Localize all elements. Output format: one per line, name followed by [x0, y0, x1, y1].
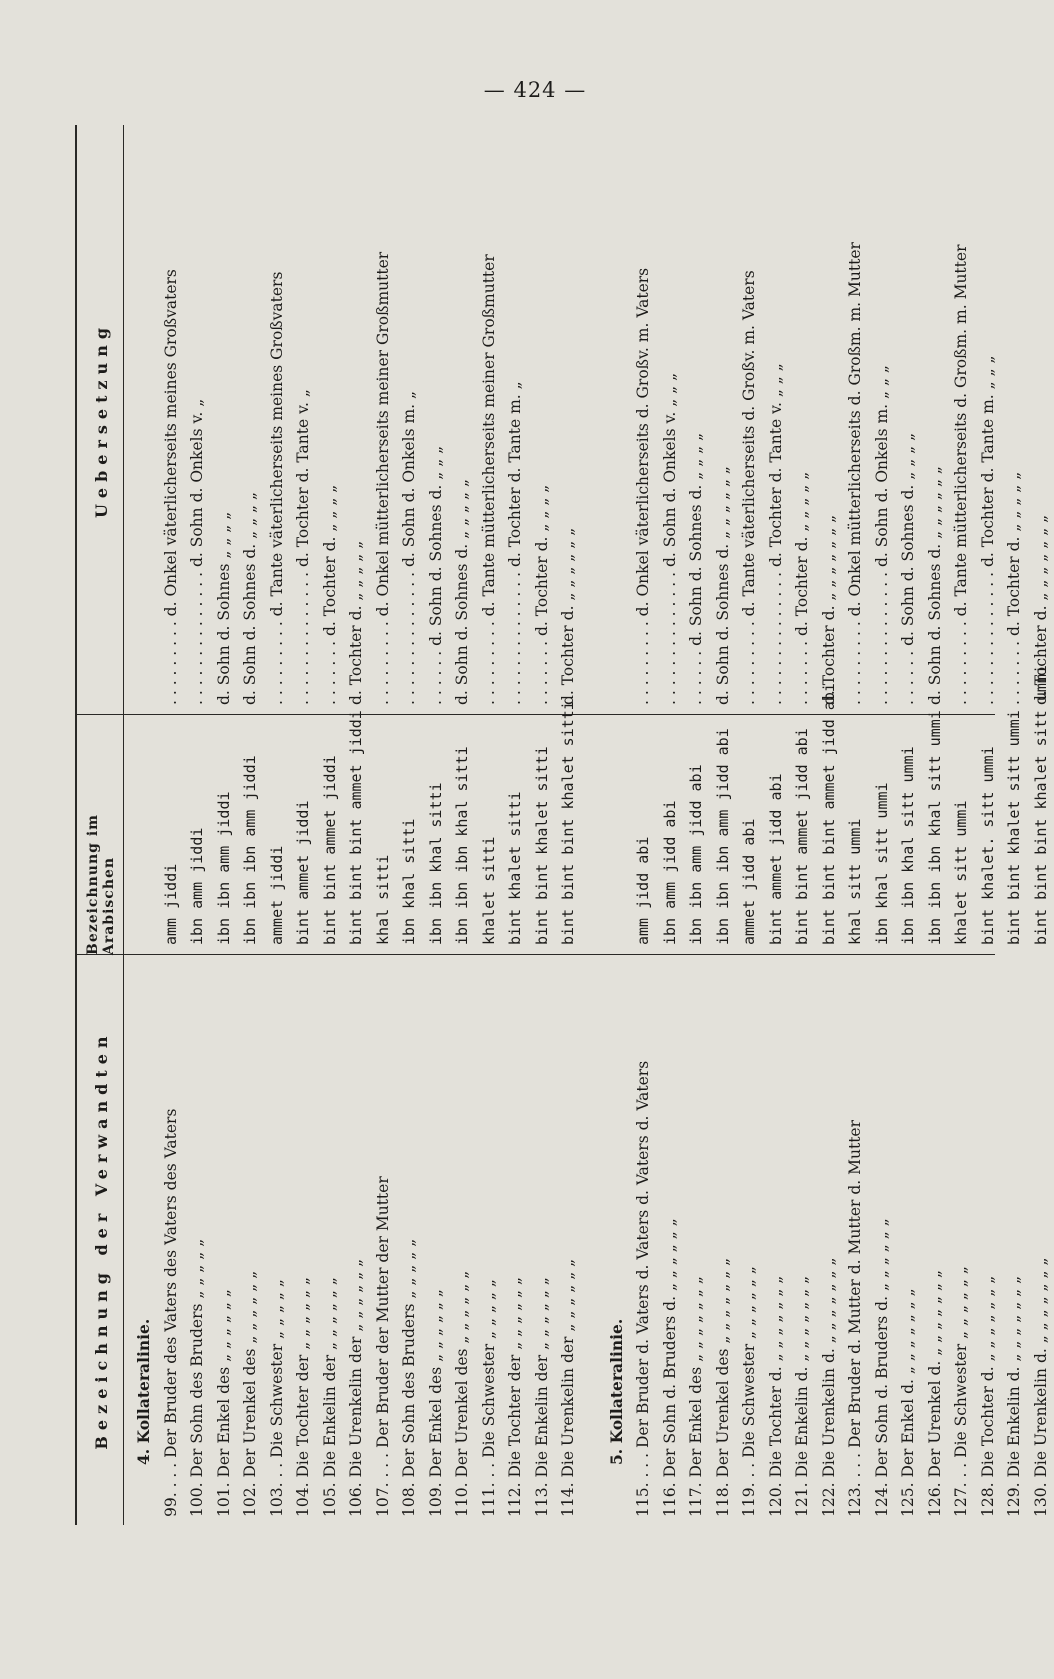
arabic-term: bint bint bint ammet jidd abi: [819, 683, 838, 945]
arabic-term: ibn ibn amm jidd abi: [687, 764, 705, 945]
relative-description: 103. . . Die Schwester „ „ „ „ „: [267, 1279, 286, 1517]
kinship-table: [75, 125, 1050, 1525]
translation-text: . . . . . . . . . . . . . . d. Tochter d. Tante v. „: [294, 389, 312, 705]
relative-description: 116. Der Sohn d. Bruders d. „ „ „ „ „ „: [660, 1218, 679, 1517]
table-row: [683, 125, 709, 1525]
arabic-term: ibn amm jiddi: [188, 827, 206, 945]
table-row: [211, 125, 237, 1525]
translation-text: . . . . . . d. Sohn d. Sohnes d. „ „ „ „: [687, 432, 705, 705]
relative-description: 118. Der Urenkel des „ „ „ „ „ „ „: [713, 1257, 732, 1517]
translation-text: . . . . . . . . . d. Tante mütterlicherseits d. Großm. m. Mutter: [952, 244, 970, 705]
relative-description: 101. Der Enkel des „ „ „ „ „ „: [214, 1289, 233, 1517]
translation-text: d. Sohn d. Sohnes d. „ „ „ „ „ „: [713, 466, 732, 705]
translation-text: . . . . . . d. Sohn d. Sohnes d. „ „ „: [426, 445, 445, 705]
arabic-term: bint bint khalet sitt ummi: [1005, 710, 1023, 945]
translation-text: . . . . . . . . . d. Onkel mütterlicherseits d. Großm. m. Mutter: [846, 242, 864, 705]
translation-text: d. Tochter d. „ „ „ „ „ „ „: [1031, 514, 1050, 705]
relative-description: 125. Der Enkel d. „ „ „ „ „ „ „: [899, 1288, 917, 1517]
arabic-term: ibn ibn ibn khal sitt ummi: [925, 710, 944, 945]
relative-description: 112. Die Tochter der „ „ „ „ „ „: [506, 1276, 524, 1517]
relative-description: 114. Die Urenkelin der „ „ „ „ „ „: [559, 1258, 577, 1517]
section-title: [604, 125, 630, 1525]
relative-description: 110. Der Urenkel des „ „ „ „ „ „: [453, 1270, 471, 1517]
table-row: [842, 125, 868, 1525]
translation-text: . . . . . . . . . d. Tante mütterlicherseits meiner Großmutter: [479, 254, 498, 705]
translation-text: . . . . . . . . . . . . . . d. Tochter d. Tante v. „ „ „: [766, 363, 785, 705]
translation-text: d. Tochter d. „ „ „ „ „ „: [559, 527, 577, 705]
table-row: [763, 125, 789, 1525]
translation-text: . . . . . . . . . d. Onkel väterlicherseits d. Großv. m. Vaters: [634, 267, 652, 705]
arabic-term: bint bint khalet sitti: [532, 746, 551, 945]
relative-description: 127. . . Die Schwester „ „ „ „ „ „: [952, 1266, 970, 1517]
relative-description: 126. Der Urenkel d. „ „ „ „ „ „ „: [925, 1269, 944, 1517]
relative-description: 109. Der Enkel des „ „ „ „ „ „: [426, 1289, 445, 1517]
arabic-term: ibn ibn amm jiddi: [214, 791, 233, 945]
relative-description: 108. Der Sohn des Bruders „ „ „ „ „: [400, 1238, 418, 1517]
translation-text: . . . . . . . . . . . . . . d. Sohn d. Onkels m. „ „ „: [872, 365, 891, 705]
arabic-term: amm jidd abi: [634, 836, 652, 945]
table-row: [290, 125, 316, 1525]
table-top-rule: [75, 125, 77, 1525]
arabic-term: ammet jiddi: [267, 845, 286, 945]
table-row: [869, 125, 895, 1525]
relative-description: 117. Der Enkel des „ „ „ „ „ „ „: [687, 1276, 705, 1517]
relative-description: 129. Die Enkelin d. „ „ „ „ „ „ „: [1005, 1275, 1023, 1517]
table-row: [396, 125, 422, 1525]
table-row: [657, 125, 683, 1525]
table-row: [630, 125, 656, 1525]
table-row: [264, 125, 290, 1525]
header-arabic: Bezeichnung im Arabischen: [85, 814, 117, 955]
arabic-term: ibn khal sitti: [400, 818, 418, 945]
translation-text: . . . . . . . d. Tochter d. „ „ „ „: [532, 484, 551, 705]
table-row: [502, 125, 528, 1525]
relative-description: 102. Der Urenkel des „ „ „ „ „ „: [241, 1270, 259, 1517]
section-title-text: 5. Kollateralinie.: [606, 1318, 626, 1465]
section-title: [131, 125, 157, 1525]
table-row: [476, 125, 502, 1525]
relative-description: 99. . . . Der Bruder des Vaters des Vaters des Vaters: [161, 1108, 180, 1517]
relative-description: 100. Der Sohn des Bruders „ „ „ „ „: [188, 1238, 206, 1517]
relative-description: 122. Die Urenkelin d. „ „ „ „ „ „ „: [819, 1257, 838, 1517]
header-relatives: Bezeichnung der Verwandten: [91, 1030, 111, 1450]
arabic-term: khalet sitti: [479, 836, 498, 945]
translation-text: . . . . . . d. Sohn d. Sohnes d. „ „ „ „: [899, 432, 917, 705]
table-row: [816, 125, 842, 1525]
relative-description: 119. . . Die Schwester „ „ „ „ „ „: [740, 1266, 758, 1517]
relative-description: 107. . . . Der Bruder der Mutter der Mutter: [373, 1176, 392, 1517]
translation-text: d. Sohn d. Sohnes „ „ „ „: [214, 511, 233, 705]
arabic-term: ibn ibn khal sitt ummi: [899, 746, 917, 945]
relative-description: 120. Die Tochter d. „ „ „ „ „ „ „: [766, 1275, 785, 1517]
table-row: [449, 125, 475, 1525]
arabic-term: bint khalet sitti: [506, 791, 524, 945]
translation-text: . . . . . . . . . d. Tante väterlicherseits d. Großv. m. Vaters: [740, 270, 758, 705]
arabic-term: khal sitt ummi: [846, 818, 864, 945]
arabic-term: khal sitti: [373, 854, 392, 945]
table-row: [1028, 125, 1054, 1525]
translation-text: d. Sohn d. Sohnes d. „ „ „ „ „ „: [925, 466, 944, 705]
arabic-term: bint bint bint ammet jiddi: [347, 710, 365, 945]
relative-description: 104. Die Tochter der „ „ „ „ „ „: [294, 1276, 312, 1517]
relative-description: 128. Die Tochter d. „ „ „ „ „ „ „: [978, 1275, 997, 1517]
table-row: [317, 125, 343, 1525]
relative-description: 123. . . . Der Bruder d. Mutter d. Mutter d. Mutter: [846, 1119, 864, 1517]
translation-text: . . . . . . . . . . . . . . d. Tochter d. Tante m. „: [506, 381, 524, 705]
translation-text: . . . . . . . . . . . . . . d. Sohn d. Onkels v. „: [188, 398, 206, 705]
table-row: [895, 125, 921, 1525]
table-row: [423, 125, 449, 1525]
relative-description: 111. . . Die Schwester „ „ „ „ „: [479, 1279, 498, 1517]
arabic-term: bint ammet jidd abi: [766, 773, 785, 945]
translation-text: . . . . . . . . . d. Onkel mütterlicherseits meiner Großmutter: [373, 251, 392, 705]
arabic-term: bint khalet. sitt ummi: [978, 746, 997, 945]
relative-description: 115. . . . Der Bruder d. Vaters d. Vaters d. Vaters d. Vaters: [634, 1060, 652, 1517]
page-number: — 424 —: [483, 78, 587, 102]
table-row: [710, 125, 736, 1525]
arabic-term: ibn khal sitt ummi: [872, 782, 891, 945]
relative-description: 105. Die Enkelin der „ „ „ „ „ „: [320, 1277, 339, 1517]
table-row: [237, 125, 263, 1525]
relative-description: 106. Die Urenkelin der „ „ „ „ „ „: [347, 1258, 365, 1517]
table-row: [184, 125, 210, 1525]
arabic-term: bint bint ammet jidd abi: [793, 728, 811, 945]
table-row: [343, 125, 369, 1525]
translation-text: d. Sohn d. Sohnes d. „ „ „ „ „: [453, 479, 471, 705]
section-title-text: 4. Kollateralinie.: [134, 1318, 153, 1465]
arabic-term: ibn ibn ibn amm jiddi: [241, 755, 259, 945]
table-row: [370, 125, 396, 1525]
table-row: [922, 125, 948, 1525]
arabic-term: ibn amm jidd abi: [660, 800, 679, 945]
relative-description: 124. Der Sohn d. Bruders d. „ „ „ „ „ „: [872, 1218, 891, 1517]
arabic-term: bint bint bint khalet sitti: [559, 701, 577, 945]
relative-description: 121. Die Enkelin d. „ „ „ „ „ „ „: [793, 1275, 811, 1517]
arabic-term: bint bint bint khalet sitt ummi: [1031, 665, 1050, 945]
arabic-term: ibn ibn ibn amm jidd abi: [713, 728, 732, 945]
translation-text: d. Sohn d. Sohnes d. „ „ „ „: [241, 491, 259, 705]
translation-text: . . . . . . . . . d. Onkel väterlicherseits meines Großvaters: [161, 269, 180, 705]
table-row: [789, 125, 815, 1525]
arabic-term: khalet sitt ummi: [952, 800, 970, 945]
table-row: [158, 125, 184, 1525]
relative-description: 113. Die Enkelin der „ „ „ „ „ „: [532, 1277, 551, 1517]
relative-description: 130. Die Urenkelin d. „ „ „ „ „ „ „: [1031, 1257, 1050, 1517]
translation-text: . . . . . . . . . . . . . . d. Sohn d. Onkels m. „: [400, 390, 418, 705]
table-row: [1001, 125, 1027, 1525]
translation-text: d. Tochter d. „ „ „ „ „ „ „: [819, 514, 838, 705]
translation-text: . . . . . . . d. Tochter d. „ „ „ „ „: [1005, 471, 1023, 705]
translation-text: . . . . . . . . . d. Tante väterlicherseits meines Großvaters: [267, 271, 286, 705]
translation-text: . . . . . . . . . . . . . . d. Sohn d. Onkels v. „ „ „: [660, 372, 679, 705]
table-row: [555, 125, 581, 1525]
translation-text: . . . . . . . . . . . . . . d. Tochter d. Tante m. „ „ „: [978, 355, 997, 705]
arabic-term: ibn ibn khal sitti: [426, 782, 445, 945]
table-row: [948, 125, 974, 1525]
arabic-term: ibn ibn ibn khal sitti: [453, 746, 471, 945]
translation-text: d. Tochter d. „ „ „ „ „: [347, 540, 365, 705]
table-row: [736, 125, 762, 1525]
translation-text: . . . . . . . d. Tochter d. „ „ „ „ „: [793, 471, 811, 705]
arabic-term: amm jiddi: [161, 863, 180, 945]
table-row: [529, 125, 555, 1525]
arabic-term: bint bint ammet jiddi: [320, 755, 339, 945]
arabic-term: ammet jidd abi: [740, 818, 758, 945]
header-translation: Uebersetzung: [91, 321, 111, 519]
translation-text: . . . . . . . d. Tochter d. „ „ „ „: [320, 484, 339, 705]
header-rule: [123, 125, 124, 1525]
arabic-term: bint ammet jiddi: [294, 800, 312, 945]
table-row: [975, 125, 1001, 1525]
